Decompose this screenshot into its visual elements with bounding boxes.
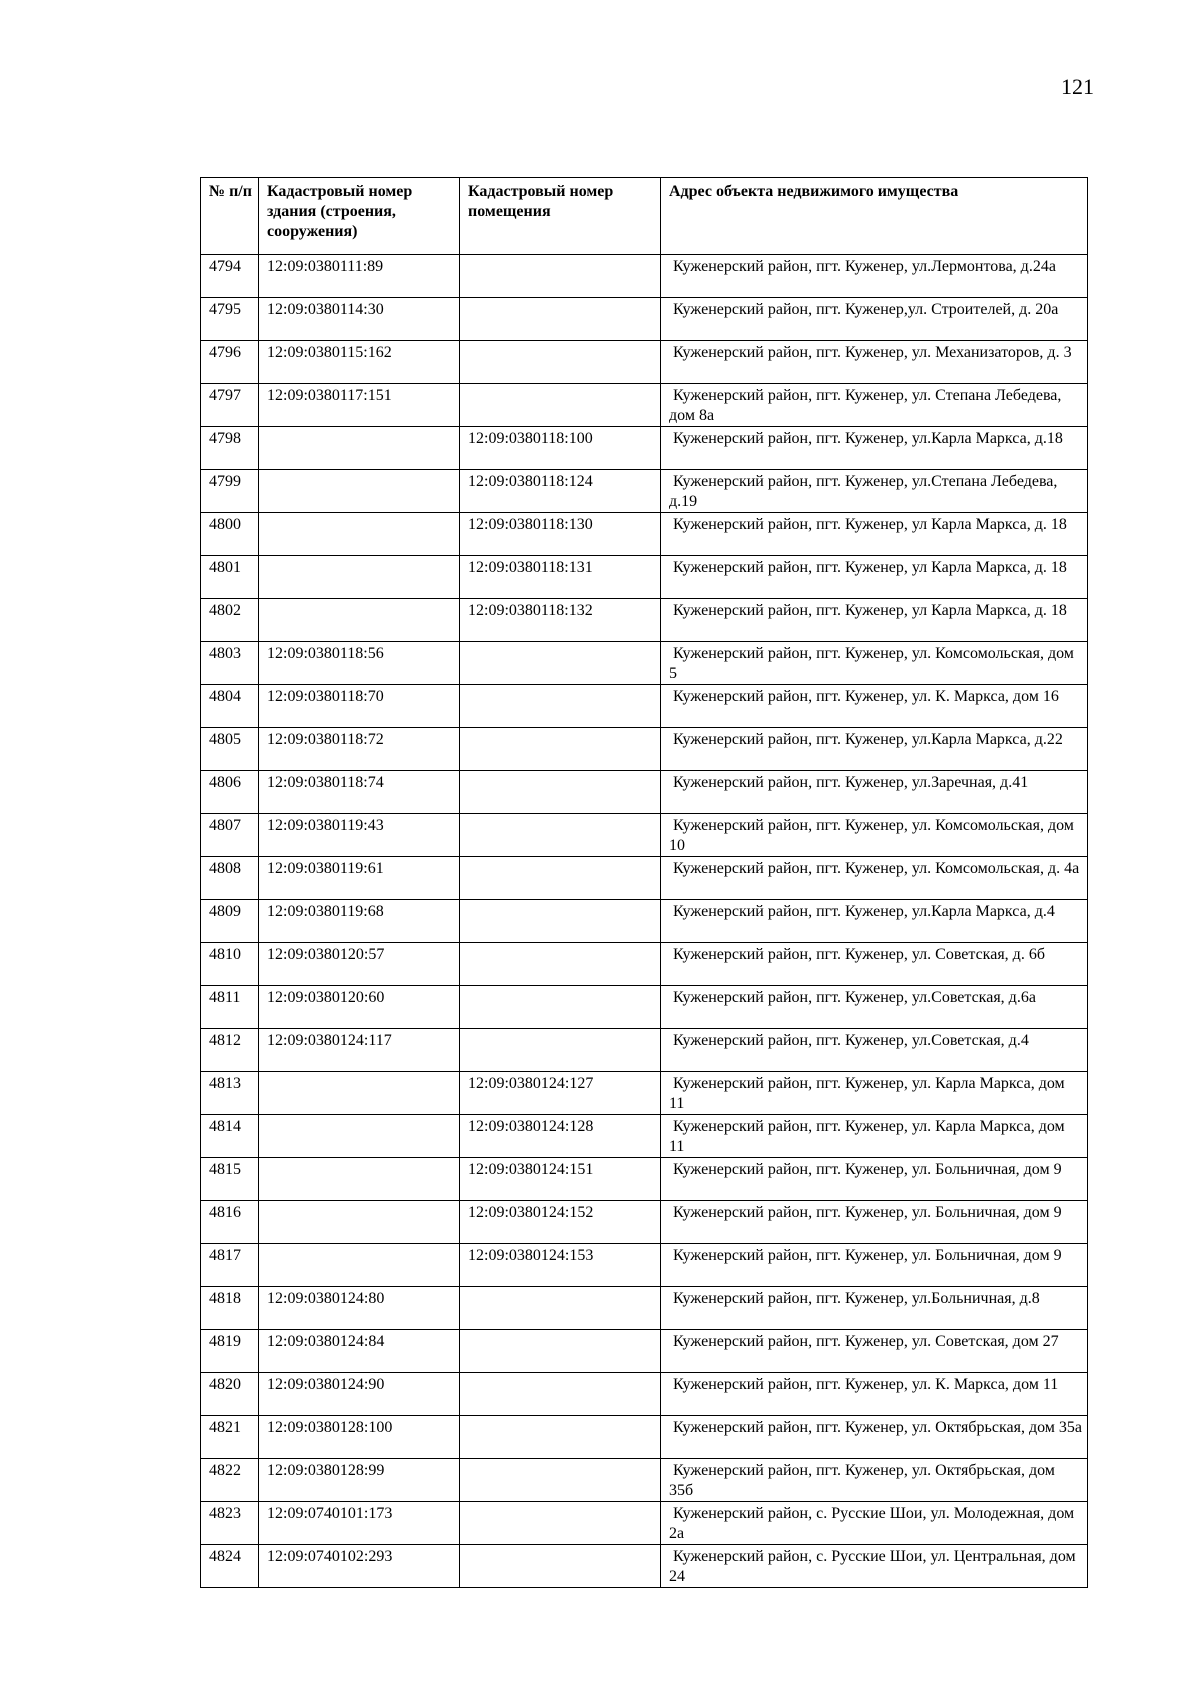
cell-num: 4801 [201, 556, 259, 599]
cell-num: 4806 [201, 771, 259, 814]
cell-address: Куженерский район, пгт. Куженер, ул.Советская, д.4 [661, 1029, 1088, 1072]
cell-room-cadastral [460, 1330, 661, 1373]
table-row [201, 728, 1088, 771]
cell-room-cadastral: 12:09:0380118:130 [460, 513, 661, 556]
table-row [201, 513, 1088, 556]
cell-address: Куженерский район, пгт. Куженер, ул. Больничная, дом 9 [661, 1244, 1088, 1287]
table-row [201, 857, 1088, 900]
cell-building-cadastral: 12:09:0380118:74 [259, 771, 460, 814]
cell-address: Куженерский район, пгт. Куженер, ул.Больничная, д.8 [661, 1287, 1088, 1330]
cell-num: 4820 [201, 1373, 259, 1416]
cell-building-cadastral: 12:09:0380119:43 [259, 814, 460, 857]
table-row [201, 556, 1088, 599]
table-row [201, 771, 1088, 814]
cell-address: Куженерский район, пгт. Куженер, ул. Больничная, дом 9 [661, 1158, 1088, 1201]
table-row [201, 1115, 1088, 1158]
cell-address: Куженерский район, пгт. Куженер, ул. Советская, д. 6б [661, 943, 1088, 986]
cell-address: Куженерский район, пгт. Куженер, ул. Октябрьская, дом 35а [661, 1416, 1088, 1459]
cell-building-cadastral: 12:09:0380124:80 [259, 1287, 460, 1330]
cell-room-cadastral: 12:09:0380124:151 [460, 1158, 661, 1201]
cell-building-cadastral [259, 1115, 460, 1158]
cell-building-cadastral: 12:09:0380119:68 [259, 900, 460, 943]
cell-num: 4796 [201, 341, 259, 384]
cell-room-cadastral [460, 900, 661, 943]
cell-room-cadastral: 12:09:0380118:131 [460, 556, 661, 599]
table-row [201, 427, 1088, 470]
cell-room-cadastral: 12:09:0380124:128 [460, 1115, 661, 1158]
table-row [201, 1158, 1088, 1201]
cell-num: 4818 [201, 1287, 259, 1330]
cell-address: Куженерский район, пгт. Куженер, ул Карла Маркса, д. 18 [661, 513, 1088, 556]
cell-num: 4800 [201, 513, 259, 556]
table-row [201, 642, 1088, 685]
cell-num: 4815 [201, 1158, 259, 1201]
cell-address: Куженерский район, пгт. Куженер, ул. Советская, дом 27 [661, 1330, 1088, 1373]
cell-room-cadastral [460, 298, 661, 341]
cell-room-cadastral: 12:09:0380118:132 [460, 599, 661, 642]
table-row [201, 1029, 1088, 1072]
cell-room-cadastral: 12:09:0380124:153 [460, 1244, 661, 1287]
table-row [201, 685, 1088, 728]
cell-address: Куженерский район, пгт. Куженер, ул.Степана Лебедева, д.19 [661, 470, 1088, 513]
page-number: 121 [1061, 74, 1094, 99]
cell-building-cadastral [259, 1201, 460, 1244]
cell-room-cadastral [460, 642, 661, 685]
cell-num: 4794 [201, 255, 259, 298]
cell-address: Куженерский район, пгт. Куженер,ул. Строителей, д. 20а [661, 298, 1088, 341]
table-row [201, 384, 1088, 427]
cell-room-cadastral [460, 1029, 661, 1072]
table-row [201, 1330, 1088, 1373]
cell-address: Куженерский район, с. Русские Шои, ул. Центральная, дом 24 [661, 1545, 1088, 1588]
cell-num: 4824 [201, 1545, 259, 1588]
cell-num: 4812 [201, 1029, 259, 1072]
cell-num: 4803 [201, 642, 259, 685]
table-body [201, 255, 1088, 1588]
cell-room-cadastral: 12:09:0380118:100 [460, 427, 661, 470]
cell-num: 4817 [201, 1244, 259, 1287]
cell-building-cadastral: 12:09:0380119:61 [259, 857, 460, 900]
cell-num: 4816 [201, 1201, 259, 1244]
cell-building-cadastral: 12:09:0380115:162 [259, 341, 460, 384]
cell-num: 4808 [201, 857, 259, 900]
cell-num: 4795 [201, 298, 259, 341]
cell-num: 4807 [201, 814, 259, 857]
cell-room-cadastral [460, 814, 661, 857]
cell-room-cadastral [460, 1545, 661, 1588]
cell-room-cadastral: 12:09:0380118:124 [460, 470, 661, 513]
cell-room-cadastral [460, 857, 661, 900]
cell-room-cadastral: 12:09:0380124:152 [460, 1201, 661, 1244]
table-row [201, 900, 1088, 943]
cell-address: Куженерский район, пгт. Куженер, ул. Комсомольская, дом 10 [661, 814, 1088, 857]
cell-room-cadastral [460, 986, 661, 1029]
cell-num: 4823 [201, 1502, 259, 1545]
cell-address: Куженерский район, пгт. Куженер, ул. Степана Лебедева, дом 8а [661, 384, 1088, 427]
cell-num: 4811 [201, 986, 259, 1029]
cell-room-cadastral [460, 1416, 661, 1459]
table-row [201, 1459, 1088, 1502]
cell-room-cadastral [460, 1373, 661, 1416]
cell-num: 4797 [201, 384, 259, 427]
cell-address: Куженерский район, пгт. Куженер, ул. Октябрьская, дом 35б [661, 1459, 1088, 1502]
cell-address: Куженерский район, пгт. Куженер, ул.Карла Маркса, д.4 [661, 900, 1088, 943]
cell-address: Куженерский район, пгт. Куженер, ул.Советская, д.6а [661, 986, 1088, 1029]
header-room-cadastral: Кадастровый номер помещения [460, 178, 661, 255]
cell-building-cadastral [259, 1072, 460, 1115]
header-building-cadastral: Кадастровый номер здания (строения, сооружения) [259, 178, 460, 255]
table-row [201, 255, 1088, 298]
cell-building-cadastral: 12:09:0380124:90 [259, 1373, 460, 1416]
cell-num: 4822 [201, 1459, 259, 1502]
table-header-row [201, 178, 1088, 255]
header-address: Адрес объекта недвижимого имущества [661, 178, 1088, 255]
cell-building-cadastral: 12:09:0380128:99 [259, 1459, 460, 1502]
cell-num: 4804 [201, 685, 259, 728]
cell-room-cadastral [460, 943, 661, 986]
cell-address: Куженерский район, пгт. Куженер, ул. Механизаторов, д. 3 [661, 341, 1088, 384]
table-row [201, 470, 1088, 513]
cell-address: Куженерский район, с. Русские Шои, ул. Молодежная, дом 2а [661, 1502, 1088, 1545]
cell-num: 4814 [201, 1115, 259, 1158]
cell-building-cadastral: 12:09:0380124:117 [259, 1029, 460, 1072]
cell-building-cadastral: 12:09:0380117:151 [259, 384, 460, 427]
table-row [201, 599, 1088, 642]
table-row [201, 1545, 1088, 1588]
cell-num: 4810 [201, 943, 259, 986]
cell-address: Куженерский район, пгт. Куженер, ул.Лермонтова, д.24а [661, 255, 1088, 298]
property-registry-table [200, 177, 1088, 1588]
cell-building-cadastral: 12:09:0380118:72 [259, 728, 460, 771]
cell-room-cadastral [460, 1287, 661, 1330]
table-row [201, 1072, 1088, 1115]
table-row [201, 1244, 1088, 1287]
header-num: № п/п [201, 178, 259, 255]
table-row [201, 986, 1088, 1029]
cell-building-cadastral [259, 599, 460, 642]
cell-address: Куженерский район, пгт. Куженер, ул.Заречная, д.41 [661, 771, 1088, 814]
cell-building-cadastral [259, 470, 460, 513]
cell-num: 4819 [201, 1330, 259, 1373]
cell-room-cadastral [460, 685, 661, 728]
table-row [201, 814, 1088, 857]
cell-room-cadastral [460, 1502, 661, 1545]
cell-building-cadastral: 12:09:0380120:60 [259, 986, 460, 1029]
cell-building-cadastral: 12:09:0380120:57 [259, 943, 460, 986]
cell-num: 4802 [201, 599, 259, 642]
cell-address: Куженерский район, пгт. Куженер, ул. Комсомольская, д. 4а [661, 857, 1088, 900]
cell-num: 4805 [201, 728, 259, 771]
table-row [201, 943, 1088, 986]
cell-address: Куженерский район, пгт. Куженер, ул.Карла Маркса, д.22 [661, 728, 1088, 771]
cell-room-cadastral [460, 728, 661, 771]
cell-building-cadastral: 12:09:0740102:293 [259, 1545, 460, 1588]
cell-building-cadastral: 12:09:0380114:30 [259, 298, 460, 341]
cell-building-cadastral: 12:09:0740101:173 [259, 1502, 460, 1545]
cell-building-cadastral: 12:09:0380118:56 [259, 642, 460, 685]
cell-building-cadastral: 12:09:0380111:89 [259, 255, 460, 298]
cell-address: Куженерский район, пгт. Куженер, ул. Карла Маркса, дом 11 [661, 1072, 1088, 1115]
cell-num: 4821 [201, 1416, 259, 1459]
cell-building-cadastral [259, 513, 460, 556]
cell-num: 4813 [201, 1072, 259, 1115]
cell-building-cadastral [259, 1158, 460, 1201]
table-row [201, 1287, 1088, 1330]
table-row [201, 1416, 1088, 1459]
table-row [201, 1201, 1088, 1244]
cell-num: 4799 [201, 470, 259, 513]
cell-building-cadastral [259, 1244, 460, 1287]
cell-address: Куженерский район, пгт. Куженер, ул.Карла Маркса, д.18 [661, 427, 1088, 470]
table-row [201, 341, 1088, 384]
cell-address: Куженерский район, пгт. Куженер, ул. Карла Маркса, дом 11 [661, 1115, 1088, 1158]
cell-room-cadastral [460, 771, 661, 814]
cell-address: Куженерский район, пгт. Куженер, ул Карла Маркса, д. 18 [661, 556, 1088, 599]
cell-address: Куженерский район, пгт. Куженер, ул. К. Маркса, дом 16 [661, 685, 1088, 728]
cell-address: Куженерский район, пгт. Куженер, ул Карла Маркса, д. 18 [661, 599, 1088, 642]
cell-address: Куженерский район, пгт. Куженер, ул. Комсомольская, дом 5 [661, 642, 1088, 685]
cell-room-cadastral [460, 341, 661, 384]
table-row [201, 1373, 1088, 1416]
table-row [201, 298, 1088, 341]
table-row [201, 1502, 1088, 1545]
cell-address: Куженерский район, пгт. Куженер, ул. Больничная, дом 9 [661, 1201, 1088, 1244]
cell-building-cadastral: 12:09:0380124:84 [259, 1330, 460, 1373]
cell-building-cadastral [259, 556, 460, 599]
cell-building-cadastral: 12:09:0380118:70 [259, 685, 460, 728]
cell-building-cadastral: 12:09:0380128:100 [259, 1416, 460, 1459]
cell-room-cadastral: 12:09:0380124:127 [460, 1072, 661, 1115]
cell-room-cadastral [460, 255, 661, 298]
cell-num: 4809 [201, 900, 259, 943]
cell-address: Куженерский район, пгт. Куженер, ул. К. Маркса, дом 11 [661, 1373, 1088, 1416]
cell-room-cadastral [460, 1459, 661, 1502]
cell-room-cadastral [460, 384, 661, 427]
cell-building-cadastral [259, 427, 460, 470]
cell-num: 4798 [201, 427, 259, 470]
